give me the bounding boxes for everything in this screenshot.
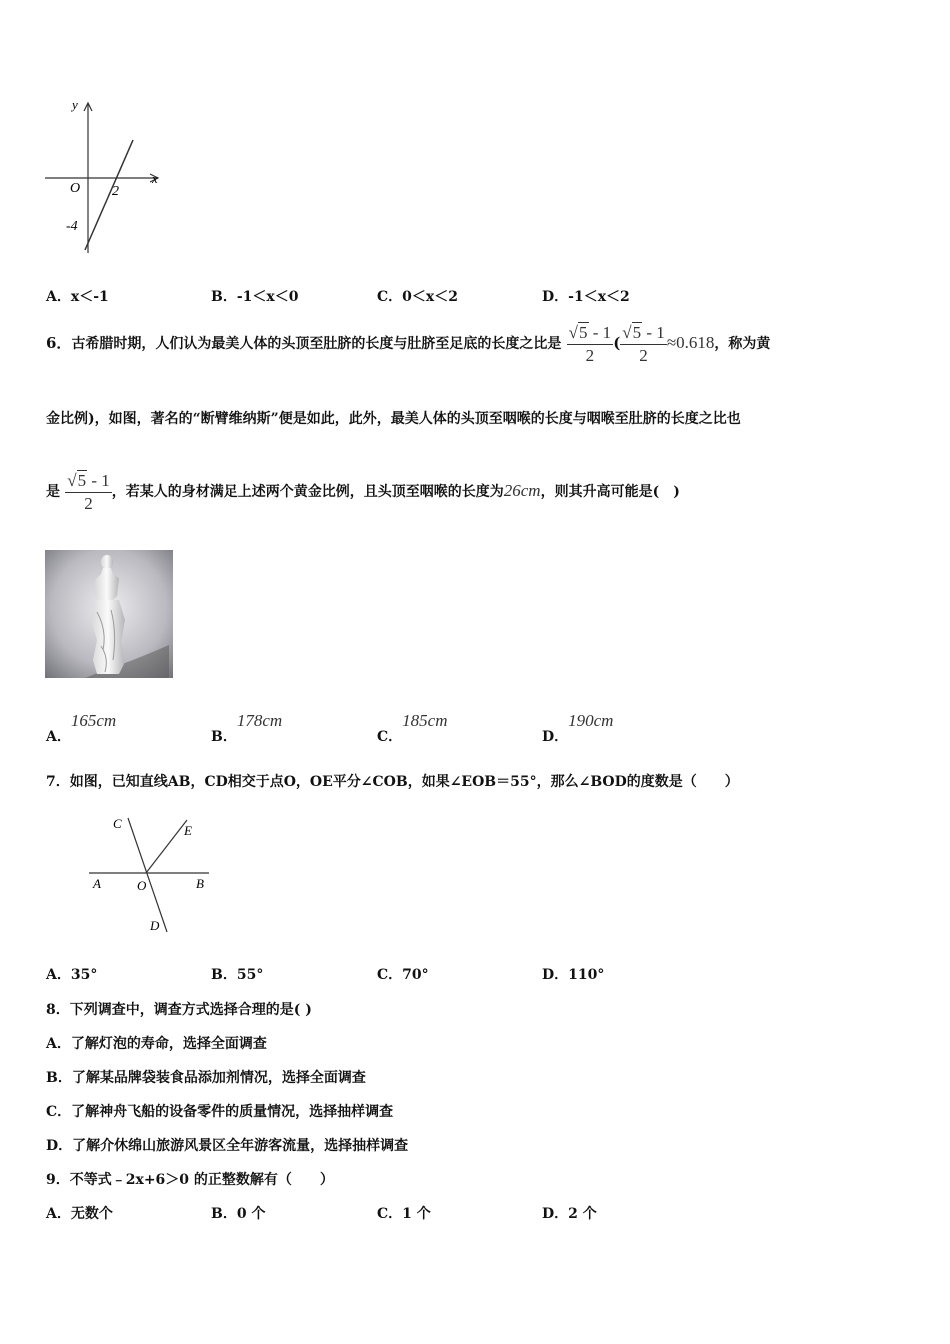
q5-option-a[interactable] <box>46 286 109 306</box>
sqrt-value: 5 <box>579 323 588 342</box>
denominator: 2 <box>639 346 648 365</box>
q7-option-d[interactable] <box>542 964 604 984</box>
option-text: -1＜x＜2 <box>568 289 630 305</box>
approx-value: ≈0.618 <box>666 333 715 352</box>
q7-option-b[interactable] <box>211 964 263 984</box>
q9-option-d[interactable] <box>542 1203 597 1223</box>
label-c: C <box>113 816 122 831</box>
intersecting-lines-figure <box>85 810 215 935</box>
q6-line3-prefix: 是 <box>46 484 60 500</box>
sqrt-value: 5 <box>77 471 87 490</box>
q6-text-2: ，称为黄 <box>714 336 771 352</box>
q6-line-3 <box>46 470 680 514</box>
option-letter: C． <box>377 289 403 305</box>
q8-option-b[interactable]: B．了解某品牌袋装食品添加剂情况，选择全面调查 <box>46 1070 366 1086</box>
option-text: 55° <box>236 967 264 983</box>
option-letter: D． <box>542 1206 569 1222</box>
option-value: 190cm <box>568 711 614 730</box>
q5-option-d[interactable] <box>542 286 630 306</box>
label-b: B <box>196 876 204 891</box>
option-text: 0＜x＜2 <box>402 289 458 305</box>
option-letter: B． <box>211 1206 237 1222</box>
option-value: 185cm <box>402 711 448 730</box>
option-value: 165cm <box>70 711 117 730</box>
minus-one: - 1 <box>642 323 665 342</box>
option-text: 35° <box>70 967 98 983</box>
q7-text: 如图，已知直线AB，CD相交于点O，OE平分∠COB，如果∠EOB＝55°，那么∠BOD的度数是（ ） <box>69 774 739 790</box>
option-text: 110° <box>568 967 605 983</box>
option-letter: C． <box>377 729 403 745</box>
q6-option-d[interactable] <box>542 711 614 745</box>
option-letter: B． <box>211 729 237 745</box>
golden-ratio-fraction-2: $\frac{√5 - 1}{2}$ <box>622 323 665 365</box>
option-letter: B． <box>211 967 237 983</box>
x-label: x <box>152 171 158 186</box>
option-letter: D． <box>542 967 569 983</box>
q6-option-b[interactable] <box>211 711 283 745</box>
q7-option-c[interactable] <box>377 964 429 984</box>
minus-one: - 1 <box>87 471 110 490</box>
q6-line-2: 金比例)，如图，著名的“断臂维纳斯”便是如此，此外，最美人体的头顶至咽喉的长度与咽喉至肚脐的长度之比也 <box>46 411 741 427</box>
option-letter: A． <box>46 729 71 745</box>
linear-function-graph <box>40 95 170 260</box>
q8-stem: 8．下列调查中，调查方式选择合理的是( ) <box>46 1002 312 1018</box>
q6-option-c[interactable] <box>377 711 448 745</box>
sqrt-value: 5 <box>632 323 642 342</box>
origin-label: O <box>70 181 81 196</box>
q9-option-a[interactable] <box>46 1203 113 1223</box>
q7-stem <box>46 771 739 791</box>
option-text: 70° <box>402 967 429 983</box>
q5-option-b[interactable] <box>211 286 298 306</box>
length-value: 26cm <box>503 481 541 500</box>
line-cd <box>128 818 167 932</box>
function-line <box>85 140 133 250</box>
label-e: E <box>184 823 192 838</box>
option-letter: C． <box>377 1206 403 1222</box>
q9-stem: 9．不等式﹣2x+6＞0 的正整数解有（ ） <box>46 1172 334 1188</box>
question-number: 6． <box>46 334 72 352</box>
option-text: 1 个 <box>402 1206 431 1222</box>
option-text: 0 个 <box>236 1206 266 1222</box>
q7-option-a[interactable] <box>46 964 97 984</box>
q6-text-1: 古希腊时期，人们认为最美人体的头顶至肚脐的长度与肚脐至足底的长度之比是 <box>71 336 562 352</box>
golden-ratio-fraction-3: $\frac{√5 - 1}{2}$ <box>67 471 110 513</box>
denominator: 2 <box>84 494 93 513</box>
question-number: 7． <box>46 774 70 790</box>
option-text: x＜-1 <box>70 289 109 305</box>
label-a: A <box>93 876 101 891</box>
q9-option-c[interactable] <box>377 1203 431 1223</box>
q8-option-c[interactable]: C．了解神舟飞船的设备零件的质量情况，选择抽样调查 <box>46 1104 394 1120</box>
q8-option-a[interactable]: A．了解灯泡的寿命，选择全面调查 <box>46 1036 267 1052</box>
q5-option-c[interactable] <box>377 286 458 306</box>
option-letter: A． <box>46 289 71 305</box>
label-d: D <box>150 918 160 933</box>
venus-de-milo-image <box>45 550 173 678</box>
option-letter: D． <box>542 289 569 305</box>
option-value: 178cm <box>236 711 283 730</box>
option-text: 无数个 <box>70 1206 113 1222</box>
option-text: 2 个 <box>568 1206 597 1222</box>
q6-option-a[interactable] <box>46 711 117 745</box>
q6-line-1 <box>46 322 770 366</box>
paren-open: ( <box>613 334 621 352</box>
option-text: -1＜x＜0 <box>236 289 299 305</box>
option-letter: B． <box>211 289 237 305</box>
label-o: O <box>137 878 147 893</box>
option-letter: A． <box>46 967 71 983</box>
option-letter: A． <box>46 1206 71 1222</box>
golden-ratio-fraction: $\frac{√5 - 1}{2}$ <box>568 323 612 365</box>
denominator: 2 <box>585 346 595 365</box>
q9-option-b[interactable] <box>211 1203 265 1223</box>
y-intercept-label: -4 <box>66 219 78 234</box>
y-label: y <box>72 97 78 112</box>
ray-oe <box>146 820 187 873</box>
q8-option-d[interactable]: D．了解介休绵山旅游风景区全年游客流量，选择抽样调查 <box>46 1138 409 1154</box>
option-letter: C． <box>377 967 403 983</box>
x-intercept-label: 2 <box>112 184 119 199</box>
q6-line3-text: ，若某人的身材满足上述两个黄金比例，且头顶至咽喉的长度为 <box>111 484 504 500</box>
option-letter: D． <box>542 729 569 745</box>
q6-line3-end: ，则其升高可能是( ) <box>540 484 680 500</box>
minus-one: - 1 <box>588 323 612 342</box>
